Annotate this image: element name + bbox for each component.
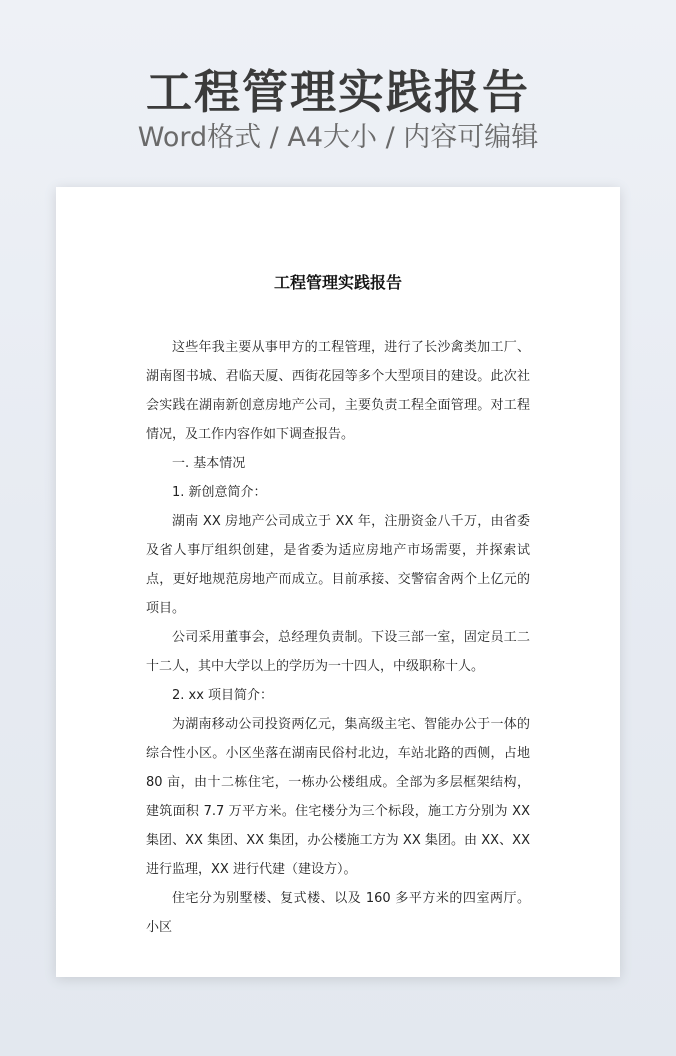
banner-title: 工程管理实践报告 [146,65,530,119]
paragraph-housing: 住宅分为别墅楼、复式楼、以及 160 多平方米的四室两厅。小区 [146,891,530,935]
banner-subtitle: Word格式 / A4大小 / 内容可编辑 [137,122,539,153]
heading-basic-info: 一. 基本情况 [172,456,246,471]
paragraph-structure: 公司采用董事会，总经理负责制。下设三部一室，固定员工二十二人，其中大学以上的学历为一十四人，中级职称十人。 [146,630,530,674]
document-page [56,187,620,977]
paragraph-intro: 这些年我主要从事甲方的工程管理，进行了长沙禽类加工厂、湖南图书城、君临天厦、西街花园等多个大型项目的建设。此次社会实践在湖南新创意房地产公司，主要负责工程全面管理。对工程情况，及工作内容作如下调查报告。 [146,340,530,442]
heading-project-intro: 2. xx 项目简介： [172,688,274,703]
paragraph-project: 为湖南移动公司投资两亿元，集高级主宅、智能办公于一体的综合性小区。小区坐落在湖南民俗村北边，车站北路的西侧，占地 80 亩，由十二栋住宅，一栋办公楼组成。全部为多层框架结构，建筑面积 7.7 万平方米。住宅楼分为三个标段，施工方分别为 XX 集团、XX 集团、XX 集团，办公楼施工方为 XX 集团。由 XX、XX 进行监理，XX 进行代建（建设方）。 [146,717,530,877]
heading-company-intro: 1. 新创意简介： [172,485,267,500]
paragraph-company: 湖南 XX 房地产公司成立于 XX 年，注册资金八千万，由省委及省人事厅组织创建，是省委为适应房地产市场需要，并探索试点，更好地规范房地产而成立。目前承接、交警宿舍两个上亿元的项目。 [146,514,530,616]
document-title: 工程管理实践报告 [273,273,402,292]
document-body [146,333,530,942]
